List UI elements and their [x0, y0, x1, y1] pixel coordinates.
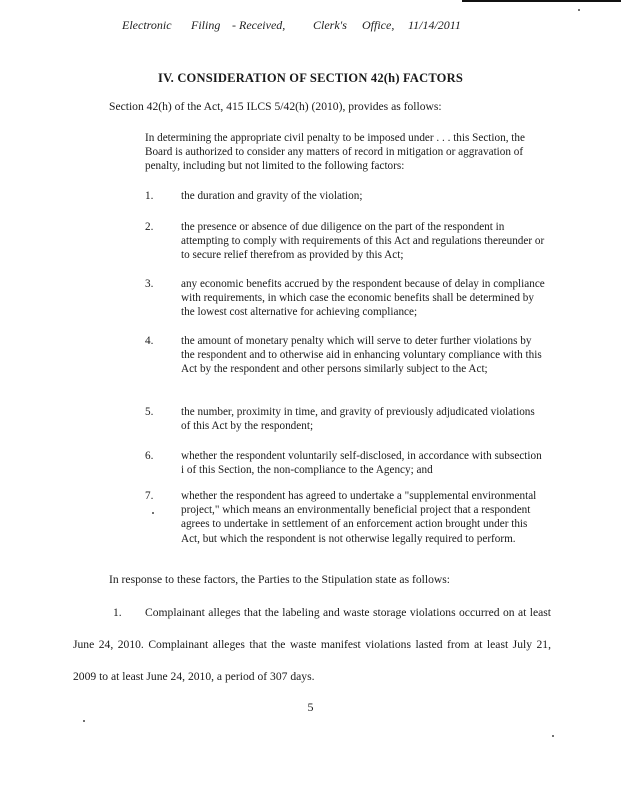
header-received: - Received, [232, 18, 286, 32]
factor-number: 7. [145, 490, 154, 502]
header-clerks: Clerk's [313, 18, 347, 32]
factor-text: whether the respondent voluntarily self-disclosed, in accordance with subsection i of this Section, the non-compliance to the Agency; and [181, 450, 542, 477]
header-office: Office, [362, 18, 395, 32]
intro-paragraph: Section 42(h) of the Act, 415 ILCS 5/42(h) (2010), provides as follows: [109, 100, 442, 113]
factor-text: the duration and gravity of the violation; [181, 190, 363, 202]
factor-number: 6. [145, 450, 154, 462]
scan-speck [578, 9, 580, 11]
factor-number: 2. [145, 221, 154, 233]
statute-quote: In determining the appropriate civil penalty to be imposed under . . . this Section, the Board is authorized to consider any matters of record in mitigation or aggravation of penalty, including but not limited to the following factors: [145, 132, 525, 173]
factor-text: any economic benefits accrued by the respondent because of delay in compliance with requirements, in which case the economic benefits shall be determined by the lowest cost alternative for achieving compliance; [181, 278, 545, 319]
factor-number: 4. [145, 335, 154, 347]
scan-edge-bar [462, 0, 621, 2]
factor-text: the amount of monetary penalty which will serve to deter further violations by the respondent and to otherwise aid in enhancing voluntary compliance with this Act by the respondent and other persons similarly subject to the Act; [181, 335, 542, 376]
header-electronic: Electronic [122, 18, 172, 32]
factor-number: 1. [145, 190, 154, 202]
factor-number: 5. [145, 406, 154, 418]
paragraph-number: 1. [113, 606, 122, 619]
header-date: 11/14/2011 [408, 18, 461, 32]
paragraph-1 [73, 597, 551, 693]
factor-text: whether the respondent has agreed to undertake a "supplemental environmental project," which means an environmentally beneficial project that a respondent agrees to undertake in settlement of an enforcement action brought under this Act, but which the respondent is not otherwise legally required to perform. [181, 490, 537, 545]
header-filing: Filing [191, 18, 221, 32]
page-number: 5 [307, 700, 314, 714]
response-intro: In response to these factors, the Parties to the Stipulation state as follows: [109, 573, 450, 586]
factor-text: the presence or absence of due diligence on the part of the respondent in attempting to comply with requirements of this Act and regulations thereunder or to secure relief therefrom as provided by this Act; [181, 221, 545, 262]
scan-speck [552, 735, 554, 737]
scan-speck [83, 720, 85, 722]
scan-speck [152, 512, 154, 514]
filing-stamp-header [0, 18, 621, 36]
section-title: IV. CONSIDERATION OF SECTION 42(h) FACTORS [158, 71, 463, 85]
paragraph-text: Complainant alleges that the labeling and waste storage violations occurred on at least June 24, 2010. Complainant alleges that the waste manifest violations lasted from at least July 21, 2009 to at least June 24, 2010, a period of 307 days. [73, 606, 551, 683]
factor-text: the number, proximity in time, and gravity of previously adjudicated violations of this Act by the respondent; [181, 406, 535, 433]
factor-number: 3. [145, 278, 154, 290]
